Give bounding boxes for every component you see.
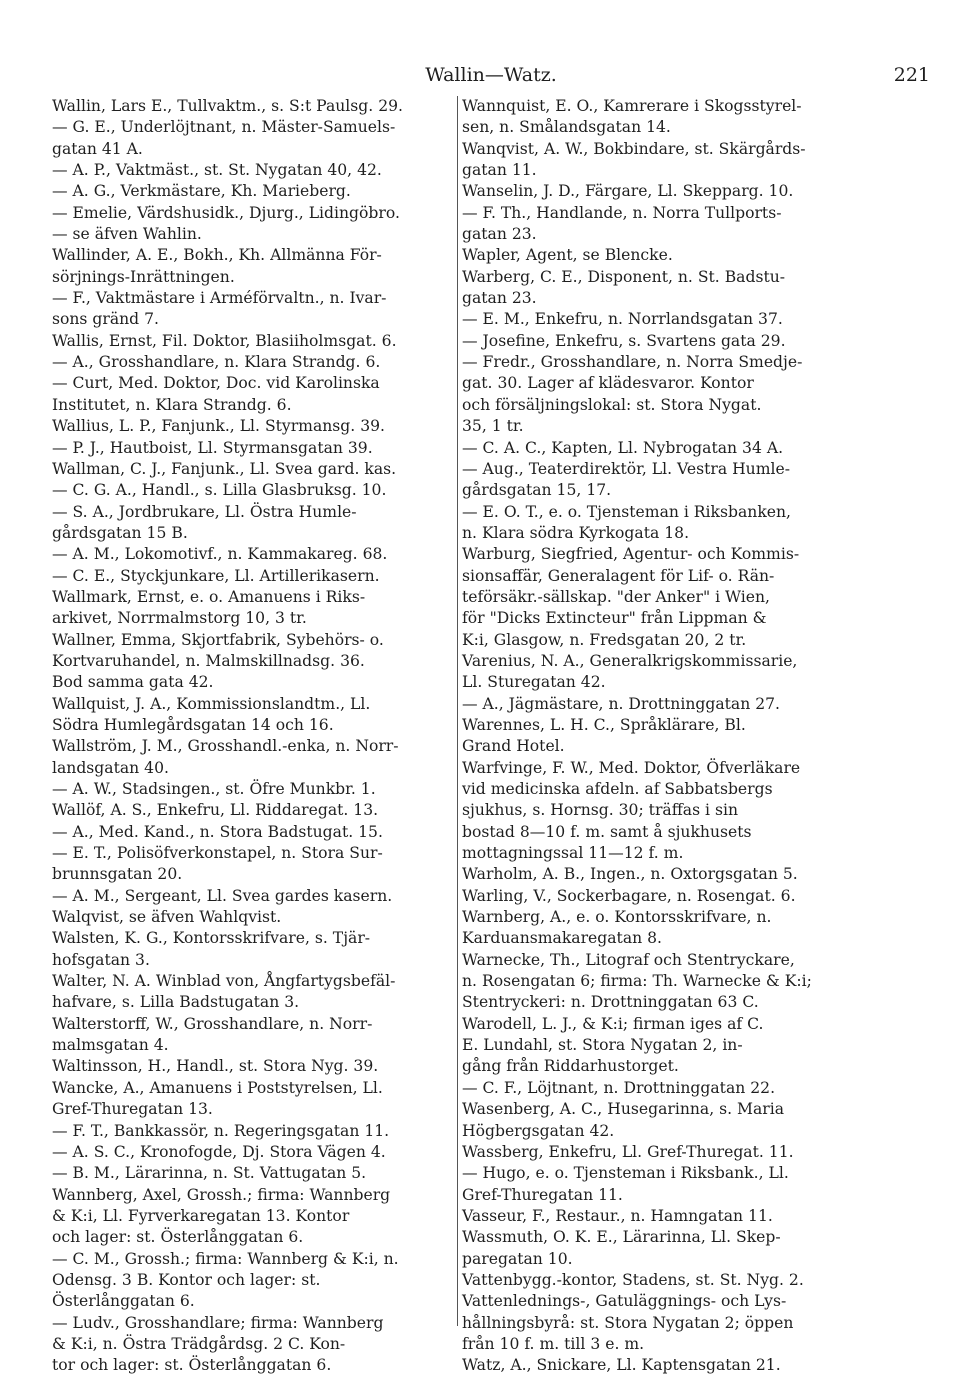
directory-line: Wallström, J. M., Grosshandl.-enka, n. Norr- bbox=[52, 737, 399, 756]
directory-line: — Emelie, Värdshusidk., Djurg., Lidingöbro. bbox=[52, 203, 400, 222]
directory-line: Högbergsgatan 42. bbox=[462, 1121, 615, 1140]
directory-line: — C. A. C., Kapten, Ll. Nybrogatan 34 A. bbox=[462, 438, 784, 457]
directory-line: gatan 23. bbox=[462, 289, 537, 308]
directory-line: Wallin, Lars E., Tullvaktm., s. S:t Paulsg. 29. bbox=[52, 97, 403, 115]
directory-line: E. Lundahl, st. Stora Nygatan 2, in- bbox=[462, 1036, 743, 1055]
directory-line: malmsgatan 4. bbox=[52, 1036, 169, 1055]
directory-line: Wassberg, Enkefru, Ll. Gref-Thuregat. 11. bbox=[462, 1142, 794, 1161]
directory-line: Wallner, Emma, Skjortfabrik, Sybehörs- o. bbox=[52, 630, 384, 649]
directory-line: paregatan 10. bbox=[462, 1249, 573, 1268]
directory-line: hafvare, s. Lilla Badstugatan 3. bbox=[52, 993, 300, 1012]
directory-line: tor och lager: st. Österlånggatan 6. bbox=[52, 1356, 332, 1375]
directory-line: Gref-Thuregatan 13. bbox=[52, 1100, 213, 1119]
directory-line: — E. M., Enkefru, n. Norrlandsgatan 37. bbox=[462, 310, 783, 329]
directory-line: Wancke, A., Amanuens i Poststyrelsen, Ll. bbox=[52, 1078, 383, 1097]
directory-line: Wasenberg, A. C., Husegarinna, s. Maria bbox=[462, 1100, 785, 1119]
directory-line: sjukhus, s. Hornsg. 30; träffas i sin bbox=[462, 801, 739, 820]
directory-line: — A., Grosshandlare, n. Klara Strandg. 6. bbox=[52, 353, 381, 372]
directory-line: Wannberg, Axel, Grossh.; firma: Wannberg bbox=[52, 1185, 391, 1204]
directory-line: Vattenbygg.-kontor, Stadens, st. St. Nyg. 2. bbox=[462, 1270, 804, 1289]
directory-line: Wanqvist, A. W., Bokbindare, st. Skärgårds- bbox=[462, 139, 806, 158]
directory-line: K:i, Glasgow, n. Fredsgatan 20, 2 tr. bbox=[462, 630, 747, 649]
running-head: Wallin—Watz. bbox=[425, 64, 557, 86]
directory-line: — C. F., Löjtnant, n. Drottninggatan 22. bbox=[462, 1078, 776, 1097]
directory-line: — A. G., Verkmästare, Kh. Marieberg. bbox=[52, 182, 351, 201]
directory-line: — E. T., Polisöfverkonstapel, n. Stora Sur- bbox=[52, 844, 383, 863]
directory-line: gatan 23. bbox=[462, 225, 537, 244]
directory-line: — F. T., Bankkassör, n. Regeringsgatan 11. bbox=[52, 1121, 390, 1140]
directory-line: — A. S. C., Kronofogde, Dj. Stora Vägen 4. bbox=[52, 1142, 386, 1161]
directory-line: Warholm, A. B., Ingen., n. Oxtorgsgatan 5. bbox=[462, 865, 798, 884]
directory-line: Institutet, n. Klara Strandg. 6. bbox=[52, 395, 292, 414]
directory-line: Wallius, L. P., Fanjunk., Ll. Styrmansg. 39. bbox=[52, 417, 385, 436]
directory-line: landsgatan 40. bbox=[52, 758, 169, 777]
directory-line: Vattenlednings-, Gatuläggnings- och Lys- bbox=[462, 1292, 787, 1311]
directory-line: och försäljningslokal: st. Stora Nygat. bbox=[462, 395, 762, 414]
directory-line: — F., Vaktmästare i Arméförvaltn., n. Ivar- bbox=[52, 289, 387, 308]
directory-line: Walqvist, se äfven Wahlqvist. bbox=[52, 908, 282, 927]
directory-line: — C. G. A., Handl., s. Lilla Glasbruksg. 10. bbox=[52, 481, 387, 500]
directory-line: — B. M., Lärarinna, n. St. Vattugatan 5. bbox=[52, 1164, 367, 1183]
directory-line: Stentryckeri: n. Drottninggatan 63 C. bbox=[462, 993, 759, 1012]
page-header bbox=[52, 64, 930, 94]
directory-line: — C. M., Grossh.; firma: Wannberg & K:i, n. bbox=[52, 1249, 399, 1268]
directory-line: — Curt, Med. Doktor, Doc. vid Karolinska bbox=[52, 374, 380, 393]
directory-line: — A. M., Lokomotivf., n. Kammakareg. 68. bbox=[52, 545, 388, 564]
directory-line: sen, n. Smålandsgatan 14. bbox=[462, 118, 671, 137]
directory-line: gatan 11. bbox=[462, 161, 537, 180]
directory-line: Kortvaruhandel, n. Malmskillnadsg. 36. bbox=[52, 651, 365, 670]
directory-line: — E. O. T., e. o. Tjensteman i Riksbanken, bbox=[462, 502, 791, 521]
directory-line: Wannquist, E. O., Kamrerare i Skogsstyrel- bbox=[462, 97, 802, 115]
directory-line: Karduansmakaregatan 8. bbox=[462, 929, 663, 948]
directory-line: Wapler, Agent, se Blencke. bbox=[462, 246, 673, 265]
directory-line: gårdsgatan 15, 17. bbox=[462, 481, 612, 500]
right-column bbox=[462, 96, 892, 1377]
directory-line: — A., Med. Kand., n. Stora Badstugat. 15. bbox=[52, 822, 383, 841]
directory-line: Walterstorff, W., Grosshandlare, n. Norr- bbox=[52, 1014, 373, 1033]
directory-line: gatan 41 A. bbox=[52, 139, 143, 158]
column-divider bbox=[457, 96, 458, 1326]
directory-line: Warberg, C. E., Disponent, n. St. Badstu- bbox=[462, 267, 786, 286]
directory-line: & K:i, Ll. Fyrverkaregatan 13. Kontor bbox=[52, 1206, 350, 1225]
directory-line: sionsaffär, Generalagent för Lif- o. Rän- bbox=[462, 566, 775, 585]
directory-line: — G. E., Underlöjtnant, n. Mäster-Samuels- bbox=[52, 118, 396, 137]
directory-line: — A. W., Stadsingen., st. Öfre Munkbr. 1. bbox=[52, 780, 376, 798]
directory-line: Walter, N. A. Winblad von, Ångfartygsbefäl- bbox=[52, 972, 396, 991]
directory-line: Österlånggatan 6. bbox=[52, 1292, 195, 1311]
directory-line: — C. E., Styckjunkare, Ll. Artillerikasern. bbox=[52, 566, 380, 585]
directory-line: Warburg, Siegfried, Agentur- och Kommis- bbox=[462, 545, 800, 564]
directory-line: Wanselin, J. D., Färgare, Ll. Skepparg. 10. bbox=[462, 182, 794, 201]
directory-line: Walsten, K. G., Kontorsskrifvare, s. Tjär- bbox=[52, 929, 371, 948]
directory-line: 35, 1 tr. bbox=[462, 417, 524, 436]
directory-line: mottagningssal 11—12 f. m. bbox=[462, 844, 684, 863]
directory-line: Varenius, N. A., Generalkrigskommissarie, bbox=[462, 651, 798, 670]
page-number: 221 bbox=[893, 64, 930, 86]
directory-line: Gref-Thuregatan 11. bbox=[462, 1185, 623, 1204]
directory-line: & K:i, n. Östra Trädgårdsg. 2 C. Kon- bbox=[52, 1334, 346, 1353]
directory-line: Warfvinge, F. W., Med. Doktor, Öfverläkare bbox=[462, 758, 801, 777]
directory-line: för "Dicks Extincteur" från Lippman & bbox=[462, 609, 767, 628]
directory-line: sörjnings-Inrättningen. bbox=[52, 267, 235, 286]
directory-line: — Hugo, e. o. Tjensteman i Riksbank., Ll. bbox=[462, 1164, 789, 1183]
directory-line: Watz, A., Snickare, Ll. Kaptensgatan 21. bbox=[462, 1356, 781, 1375]
directory-line: vid medicinska afdeln. af Sabbatsbergs bbox=[462, 780, 773, 798]
directory-line: n. Klara södra Kyrkogata 18. bbox=[462, 523, 690, 542]
directory-line: — Fredr., Grosshandlare, n. Norra Smedje- bbox=[462, 353, 803, 372]
directory-line: Wallquist, J. A., Kommissionslandtm., Ll. bbox=[52, 694, 371, 713]
directory-line: Wassmuth, O. K. E., Lärarinna, Ll. Skep- bbox=[462, 1228, 781, 1247]
directory-line: och lager: st. Österlånggatan 6. bbox=[52, 1228, 304, 1247]
directory-line: Wallinder, A. E., Bokh., Kh. Allmänna För- bbox=[52, 246, 382, 265]
directory-line: — se äfven Wahlin. bbox=[52, 225, 202, 244]
directory-line: Warnberg, A., e. o. Kontorsskrifvare, n. bbox=[462, 908, 772, 927]
directory-line: hållningsbyrå: st. Stora Nygatan 2; öppen bbox=[462, 1313, 794, 1332]
directory-line: Warnecke, Th., Litograf och Stentryckare, bbox=[462, 950, 795, 969]
directory-line: Wallis, Ernst, Fil. Doktor, Blasiiholmsgat. 6. bbox=[52, 331, 397, 350]
directory-line: brunnsgatan 20. bbox=[52, 865, 183, 884]
directory-line: teförsäkr.-sällskap. "der Anker" i Wien, bbox=[462, 587, 771, 606]
directory-line: gårdsgatan 15 B. bbox=[52, 523, 188, 542]
directory-line: — A. M., Sergeant, Ll. Svea gardes kasern. bbox=[52, 886, 393, 905]
directory-line: — S. A., Jordbrukare, Ll. Östra Humle- bbox=[52, 502, 357, 521]
directory-line: Wallman, C. J., Fanjunk., Ll. Svea gard. kas. bbox=[52, 459, 397, 478]
directory-line: — F. Th., Handlande, n. Norra Tullports- bbox=[462, 203, 782, 222]
directory-line: — Josefine, Enkefru, s. Svartens gata 29. bbox=[462, 331, 786, 350]
directory-line: — Ludv., Grosshandlare; firma: Wannberg bbox=[52, 1313, 384, 1332]
directory-line: Bod samma gata 42. bbox=[52, 673, 214, 692]
directory-line: Wallöf, A. S., Enkefru, Ll. Riddaregat. 13. bbox=[52, 801, 379, 820]
directory-line: Södra Humlegårdsgatan 14 och 16. bbox=[52, 715, 334, 734]
directory-line: Odensg. 3 B. Kontor och lager: st. bbox=[52, 1270, 321, 1289]
left-column bbox=[52, 96, 454, 1377]
directory-line: — Aug., Teaterdirektör, Ll. Vestra Humle- bbox=[462, 459, 790, 478]
directory-line: — P. J., Hautboist, Ll. Styrmansgatan 39. bbox=[52, 438, 373, 457]
directory-line: n. Rosengatan 6; firma: Th. Warnecke & K:i; bbox=[462, 972, 812, 991]
directory-line: bostad 8—10 f. m. samt å sjukhusets bbox=[462, 822, 752, 841]
directory-line: Wallmark, Ernst, e. o. Amanuens i Riks- bbox=[52, 587, 366, 606]
directory-line: Warennes, L. H. C., Språklärare, Bl. bbox=[462, 715, 746, 734]
directory-line: från 10 f. m. till 3 e. m. bbox=[462, 1334, 645, 1353]
directory-line: Warling, V., Sockerbagare, n. Rosengat. 6. bbox=[462, 886, 796, 905]
directory-line: — A. P., Vaktmäst., st. St. Nygatan 40, 42. bbox=[52, 161, 382, 180]
directory-line: Grand Hotel. bbox=[462, 737, 565, 756]
directory-line: Vasseur, F., Restaur., n. Hamngatan 11. bbox=[462, 1206, 773, 1225]
directory-line: Ll. Sturegatan 42. bbox=[462, 673, 606, 692]
directory-line: hofsgatan 3. bbox=[52, 950, 150, 969]
directory-line: sons gränd 7. bbox=[52, 310, 159, 329]
directory-line: Waltinsson, H., Handl., st. Stora Nyg. 39. bbox=[52, 1057, 379, 1076]
directory-line: arkivet, Norrmalmstorg 10, 3 tr. bbox=[52, 609, 307, 628]
directory-line: gång från Riddarhustorget. bbox=[462, 1057, 679, 1076]
directory-line: — A., Jägmästare, n. Drottninggatan 27. bbox=[462, 694, 780, 713]
directory-line: gat. 30. Lager af klädesvaror. Kontor bbox=[462, 374, 754, 393]
directory-line: Warodell, L. J., & K:i; firman iges af C. bbox=[462, 1014, 764, 1033]
